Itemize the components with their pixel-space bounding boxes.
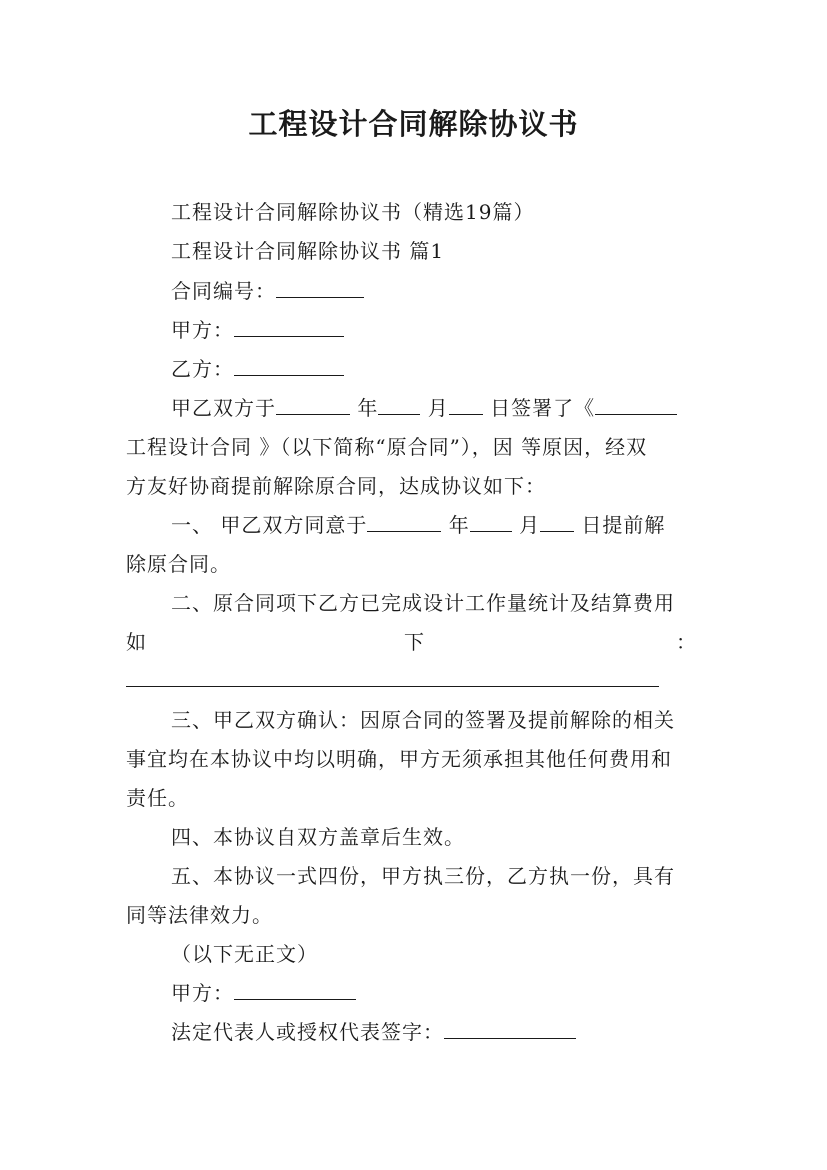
party-a-blank	[234, 316, 344, 337]
contract-number-label: 合同编号：	[171, 279, 276, 303]
c1-year-blank	[367, 511, 441, 532]
legal-rep-blank	[444, 1018, 576, 1039]
paragraph-1-line-1	[171, 394, 677, 422]
paragraph-1-line-3: 方友好协商提前解除原合同，达成协议如下：	[126, 474, 546, 498]
party-b-blank	[234, 355, 344, 376]
clause-5-line-1: 五、本协议一式四份，甲方执三份，乙方执一份，具有	[171, 864, 675, 888]
legal-rep-label: 法定代表人或授权代表签字：	[171, 1020, 444, 1044]
clause-1-line-1	[171, 511, 665, 539]
settlement-blank-line	[126, 686, 659, 687]
party-a-label: 甲方：	[171, 318, 234, 342]
year-blank	[276, 394, 350, 415]
party-b-line	[171, 355, 344, 383]
clause-5-line-2: 同等法律效力。	[126, 903, 273, 927]
c1-text-d: 日提前解	[574, 513, 666, 537]
party-b-label: 乙方：	[171, 357, 234, 381]
clause-2-line-1: 二、原合同项下乙方已完成设计工作量统计及结算费用	[171, 591, 675, 615]
section-heading: 工程设计合同解除协议书 篇1	[171, 239, 445, 263]
sign-party-a-line	[171, 979, 356, 1007]
clause-2-colon: ：	[676, 630, 697, 654]
clause-3-line-1: 三、甲乙双方确认：因原合同的签署及提前解除的相关	[171, 708, 675, 732]
clause-1-line-2: 除原合同。	[126, 552, 231, 576]
document-subtitle: 工程设计合同解除协议书（精选19篇）	[171, 200, 535, 224]
c1-day-blank	[540, 511, 574, 532]
clause-3-line-2: 事宜均在本协议中均以明确，甲方无须承担其他任何费用和	[126, 747, 672, 771]
clause-3-line-3: 责任。	[126, 786, 189, 810]
document-title: 工程设计合同解除协议书	[248, 107, 579, 141]
month-blank	[378, 394, 420, 415]
c1-text-c: 月	[511, 513, 541, 537]
paragraph-1-line-2: 工程设计合同 》（以下简称“原合同”），因 等原因，经双	[126, 435, 648, 459]
contract-name-blank	[595, 394, 677, 415]
p1-text-d: 日签署了《	[482, 396, 596, 420]
no-more-text: （以下无正文）	[171, 942, 318, 966]
sign-party-a-label: 甲方：	[171, 981, 234, 1005]
p1-text-a: 甲乙双方于	[171, 396, 276, 420]
c1-month-blank	[470, 511, 512, 532]
c1-text-a: 一、 甲乙双方同意于	[171, 513, 368, 537]
p1-text-b: 年	[350, 396, 379, 420]
day-blank	[449, 394, 483, 415]
contract-number-line	[171, 277, 364, 305]
sign-party-a-blank	[234, 979, 356, 1000]
clause-4: 四、本协议自双方盖章后生效。	[171, 825, 465, 849]
party-a-line	[171, 316, 344, 344]
c1-text-b: 年	[441, 513, 470, 537]
contract-number-blank	[276, 277, 364, 298]
clause-2-below: 下	[404, 630, 425, 654]
legal-rep-line	[171, 1018, 576, 1046]
clause-2-as-follows: 如	[126, 630, 147, 654]
p1-text-c: 月	[420, 396, 449, 420]
